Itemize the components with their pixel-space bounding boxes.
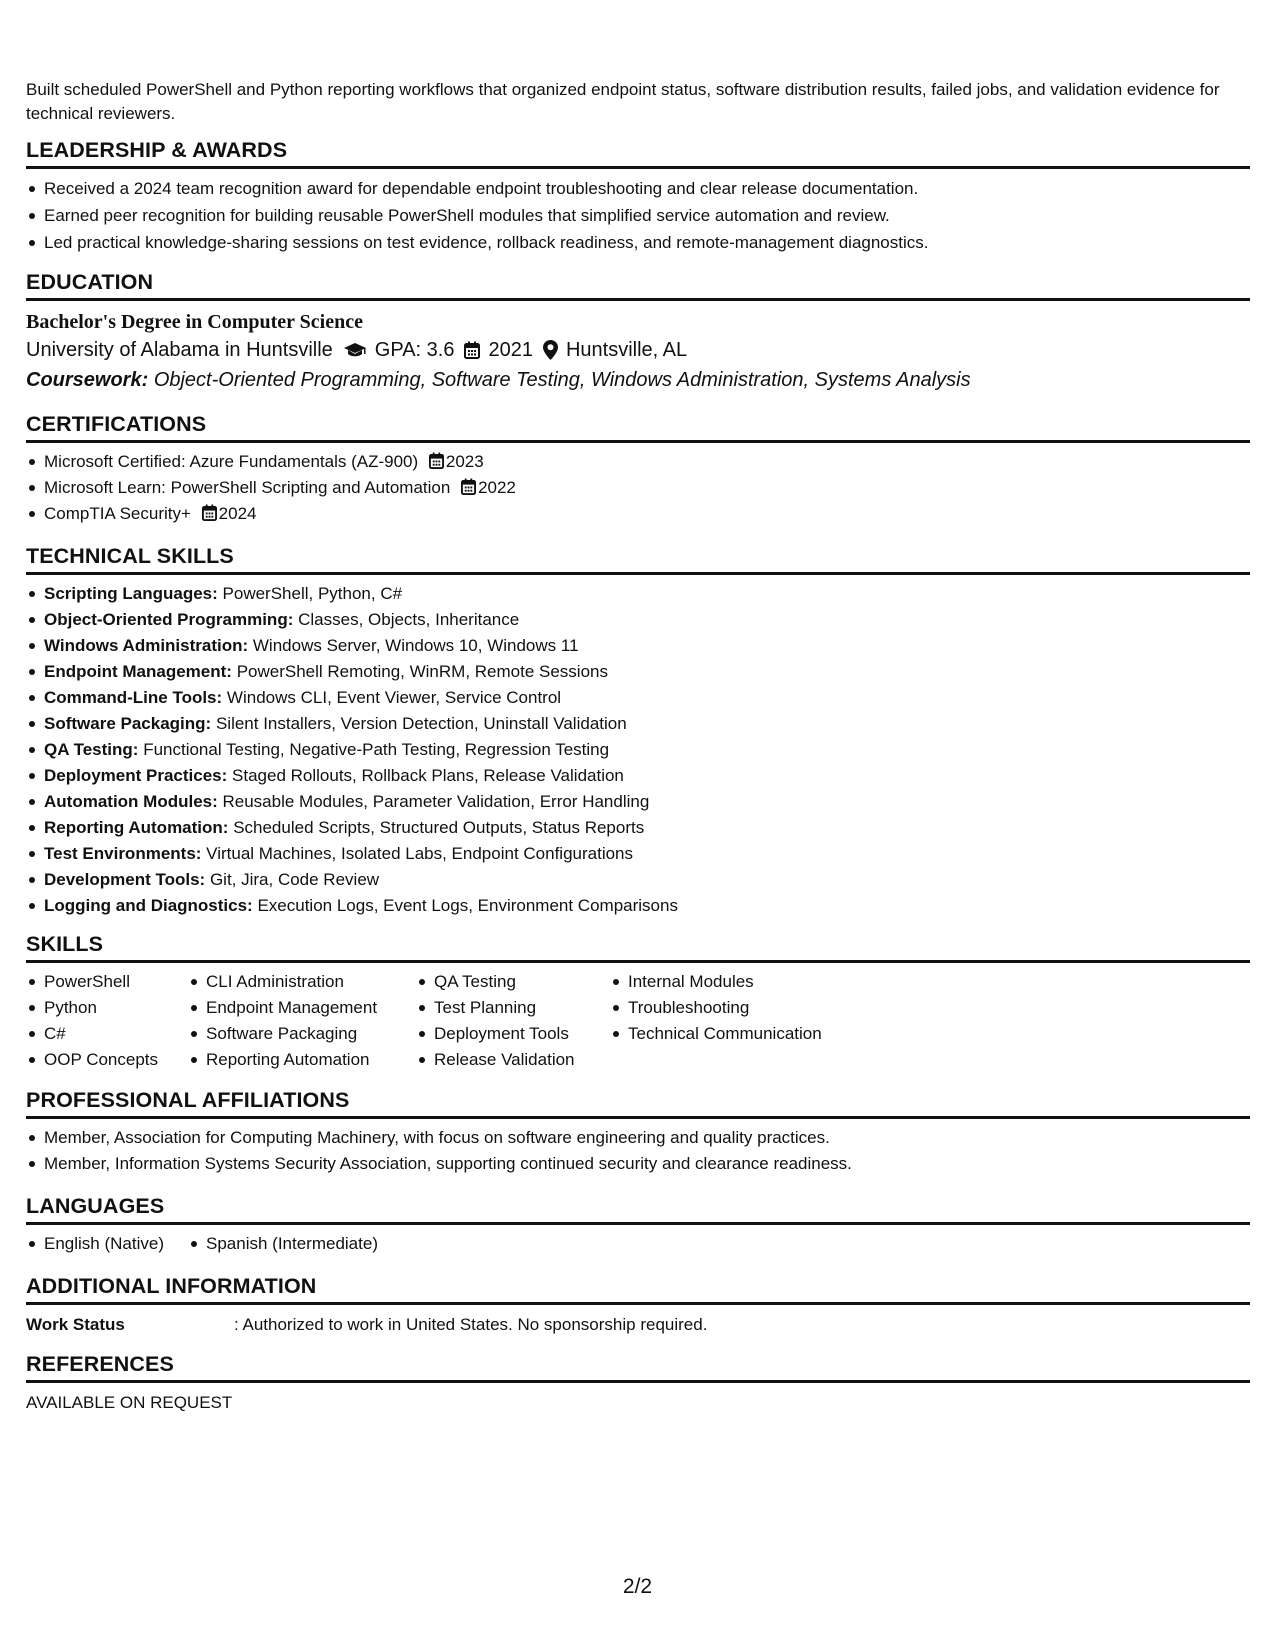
technical-skills-list	[26, 581, 1250, 919]
skill-category: Endpoint Management:	[44, 662, 232, 681]
skill-values: Staged Rollouts, Rollback Plans, Release Validation	[232, 766, 624, 785]
map-pin-icon	[543, 340, 558, 360]
coursework-label: Coursework:	[26, 369, 149, 391]
degree-title: Bachelor's Degree in Computer Science	[26, 311, 363, 333]
list-item	[26, 581, 1250, 607]
list-item: English (Native)	[26, 1231, 164, 1257]
list-item	[26, 763, 1250, 789]
list-item: Python	[26, 995, 188, 1021]
calendar-icon	[202, 504, 217, 521]
technical-skills-section	[26, 542, 1250, 919]
list-item: Earned peer recognition for building reusable PowerShell modules that simplified service automation and review.	[26, 202, 1250, 229]
list-item: Deployment Tools	[416, 1021, 610, 1047]
calendar-icon	[461, 478, 476, 495]
skill-values: Git, Jira, Code Review	[209, 870, 380, 889]
skill-category: Scripting Languages:	[44, 584, 218, 603]
list-item	[26, 737, 1250, 763]
list-item: Technical Communication	[610, 1021, 870, 1047]
section-title-technical-skills: TECHNICAL SKILLS	[26, 542, 1250, 575]
skill-category: Reporting Automation:	[44, 818, 229, 837]
calendar-icon	[464, 341, 480, 359]
section-title-leadership: LEADERSHIP & AWARDS	[26, 136, 1250, 169]
skill-values: Classes, Objects, Inheritance	[298, 610, 520, 629]
list-item: Member, Information Systems Security Association, supporting continued security and clearance readiness.	[26, 1151, 1250, 1177]
work-status-row	[26, 1311, 1250, 1338]
skill-category: Software Packaging:	[44, 714, 212, 733]
skill-category: Development Tools:	[44, 870, 206, 889]
skill-values: Silent Installers, Version Detection, Uninstall Validation	[215, 714, 627, 733]
list-item	[26, 815, 1250, 841]
skills-column	[610, 969, 870, 1073]
list-item	[26, 841, 1250, 867]
skill-category: QA Testing:	[44, 740, 139, 759]
skill-values: Windows CLI, Event Viewer, Service Control	[226, 688, 562, 707]
skills-columns	[26, 969, 1250, 1073]
list-item: Led practical knowledge-sharing sessions on test evidence, rollback readiness, and remote-management diagnostics.	[26, 229, 1250, 256]
list-item	[26, 475, 1250, 501]
list-item: Test Planning	[416, 995, 610, 1021]
list-item: Endpoint Management	[188, 995, 416, 1021]
calendar-icon	[429, 452, 444, 469]
languages-section	[26, 1192, 1250, 1257]
list-item: Troubleshooting	[610, 995, 870, 1021]
certification-year: 2022	[478, 478, 516, 497]
graduation-year: 2021	[488, 339, 533, 361]
education-details	[26, 335, 1250, 365]
list-item: PowerShell	[26, 969, 188, 995]
skill-values: Functional Testing, Negative-Path Testing, Regression Testing	[143, 740, 610, 759]
certification-name: Microsoft Certified: Azure Fundamentals (AZ-900)	[44, 452, 419, 471]
list-item	[26, 685, 1250, 711]
section-title-skills: SKILLS	[26, 930, 1250, 963]
skill-values: Windows Server, Windows 10, Windows 11	[252, 636, 579, 655]
list-item: Spanish (Intermediate)	[188, 1231, 378, 1257]
section-title-additional-info: ADDITIONAL INFORMATION	[26, 1272, 1250, 1305]
skill-values: Virtual Machines, Isolated Labs, Endpoint Configurations	[206, 844, 634, 863]
skill-category: Command-Line Tools:	[44, 688, 223, 707]
school-name: University of Alabama in Huntsville	[26, 339, 333, 361]
list-item: Reporting Automation	[188, 1047, 416, 1073]
certification-name: Microsoft Learn: PowerShell Scripting and Automation	[44, 478, 451, 497]
list-item: Software Packaging	[188, 1021, 416, 1047]
work-status-value: : Authorized to work in United States. No sponsorship required.	[234, 1315, 708, 1334]
leadership-section	[26, 136, 1250, 256]
coursework	[26, 365, 1250, 395]
certification-year: 2024	[218, 504, 257, 523]
section-title-education: EDUCATION	[26, 268, 1250, 301]
skill-category: Deployment Practices:	[44, 766, 228, 785]
section-title-certifications: CERTIFICATIONS	[26, 410, 1250, 443]
page-number: 2/2	[622, 1575, 653, 1598]
list-item: CLI Administration	[188, 969, 416, 995]
list-item	[26, 893, 1250, 919]
list-item	[26, 789, 1250, 815]
skills-column	[26, 969, 188, 1073]
list-item: OOP Concepts	[26, 1047, 188, 1073]
list-item: Internal Modules	[610, 969, 870, 995]
certification-name: CompTIA Security+	[44, 504, 191, 523]
skill-values: Reusable Modules, Parameter Validation, Error Handling	[222, 792, 650, 811]
additional-info-section	[26, 1272, 1250, 1338]
graduation-cap-icon	[343, 342, 367, 358]
skill-category: Logging and Diagnostics:	[44, 896, 253, 915]
languages-list	[26, 1231, 1250, 1257]
affiliations-list	[26, 1125, 1250, 1177]
skill-category: Object-Oriented Programming:	[44, 610, 294, 629]
skill-values: PowerShell, Python, C#	[222, 584, 403, 603]
education-section	[26, 268, 1250, 395]
references-text: AVAILABLE ON REQUEST	[26, 1393, 233, 1412]
skill-values: PowerShell Remoting, WinRM, Remote Sessions	[236, 662, 608, 681]
skill-category: Test Environments:	[44, 844, 202, 863]
list-item	[26, 449, 1250, 475]
list-item	[26, 633, 1250, 659]
references-section	[26, 1350, 1250, 1416]
list-item	[26, 867, 1250, 893]
coursework-list: Object-Oriented Programming, Software Testing, Windows Administration, Systems Analysis	[153, 369, 971, 391]
skill-category: Automation Modules:	[44, 792, 218, 811]
list-item	[26, 607, 1250, 633]
skill-values: Scheduled Scripts, Structured Outputs, Status Reports	[233, 818, 645, 837]
list-item: Release Validation	[416, 1047, 610, 1073]
list-item: QA Testing	[416, 969, 610, 995]
gpa: GPA: 3.6	[374, 339, 455, 361]
leadership-list	[26, 175, 1250, 256]
affiliations-section	[26, 1086, 1250, 1177]
school-location: Huntsville, AL	[565, 339, 688, 361]
work-status-label: Work Status	[26, 1315, 125, 1334]
list-item: C#	[26, 1021, 188, 1047]
skills-section	[26, 930, 1250, 1073]
certifications-section	[26, 410, 1250, 527]
certifications-list	[26, 449, 1250, 527]
certification-year: 2023	[445, 452, 484, 471]
intro-paragraph: Built scheduled PowerShell and Python reporting workflows that organized endpoint status, software distribution results, failed jobs, and validation evidence for technical reviewers.	[26, 80, 1220, 123]
section-title-affiliations: PROFESSIONAL AFFILIATIONS	[26, 1086, 1250, 1119]
list-item	[26, 711, 1250, 737]
list-item: Received a 2024 team recognition award for dependable endpoint troubleshooting and clear release documentation.	[26, 175, 1250, 202]
section-title-languages: LANGUAGES	[26, 1192, 1250, 1225]
section-title-references: REFERENCES	[26, 1350, 1250, 1383]
skills-column	[416, 969, 610, 1073]
list-item: Member, Association for Computing Machinery, with focus on software engineering and quality practices.	[26, 1125, 1250, 1151]
skill-category: Windows Administration:	[44, 636, 249, 655]
skill-values: Execution Logs, Event Logs, Environment Comparisons	[257, 896, 678, 915]
skills-column	[188, 969, 416, 1073]
list-item	[26, 659, 1250, 685]
list-item	[26, 501, 1250, 527]
